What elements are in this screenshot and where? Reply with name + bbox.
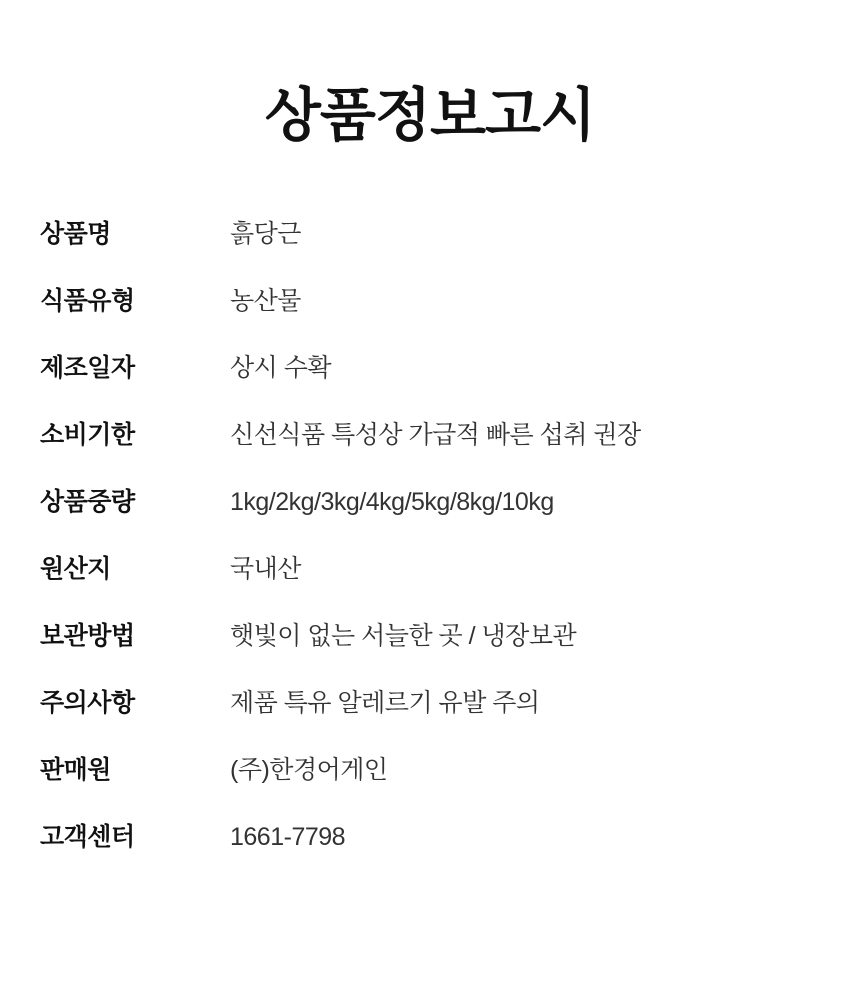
row-label: 상품명 (40, 219, 111, 248)
table-row (0, 616, 860, 683)
table-row (0, 348, 860, 415)
table-row (0, 750, 860, 817)
row-label: 보관방법 (40, 621, 135, 650)
table-row (0, 549, 860, 616)
row-value: 햇빛이 없는 서늘한 곳 / 냉장보관 (230, 621, 577, 650)
row-label: 제조일자 (40, 353, 135, 382)
table-row (0, 415, 860, 482)
row-label: 고객센터 (40, 822, 135, 851)
row-label: 식품유형 (40, 286, 135, 315)
row-value: 농산물 (230, 286, 301, 315)
product-info-table (0, 214, 860, 884)
row-value: (주)한경어게인 (230, 755, 388, 784)
row-label: 판매원 (40, 755, 111, 784)
table-row (0, 683, 860, 750)
table-row (0, 281, 860, 348)
row-value: 1kg/2kg/3kg/4kg/5kg/8kg/10kg (230, 487, 554, 516)
page-title: 상품정보고시 (264, 83, 596, 148)
row-label: 소비기한 (40, 420, 135, 449)
table-row (0, 214, 860, 281)
row-value: 상시 수확 (230, 353, 332, 382)
row-value: 신선식품 특성상 가급적 빠른 섭취 권장 (230, 420, 641, 449)
row-value: 제품 특유 알레르기 유발 주의 (230, 688, 540, 717)
row-value: 흙당근 (230, 219, 301, 248)
row-label: 주의사항 (40, 688, 135, 717)
row-label: 상품중량 (40, 487, 135, 516)
table-row (0, 817, 860, 884)
row-value: 1661-7798 (230, 822, 346, 851)
row-value: 국내산 (230, 554, 301, 583)
table-row (0, 482, 860, 549)
row-label: 원산지 (40, 554, 111, 583)
